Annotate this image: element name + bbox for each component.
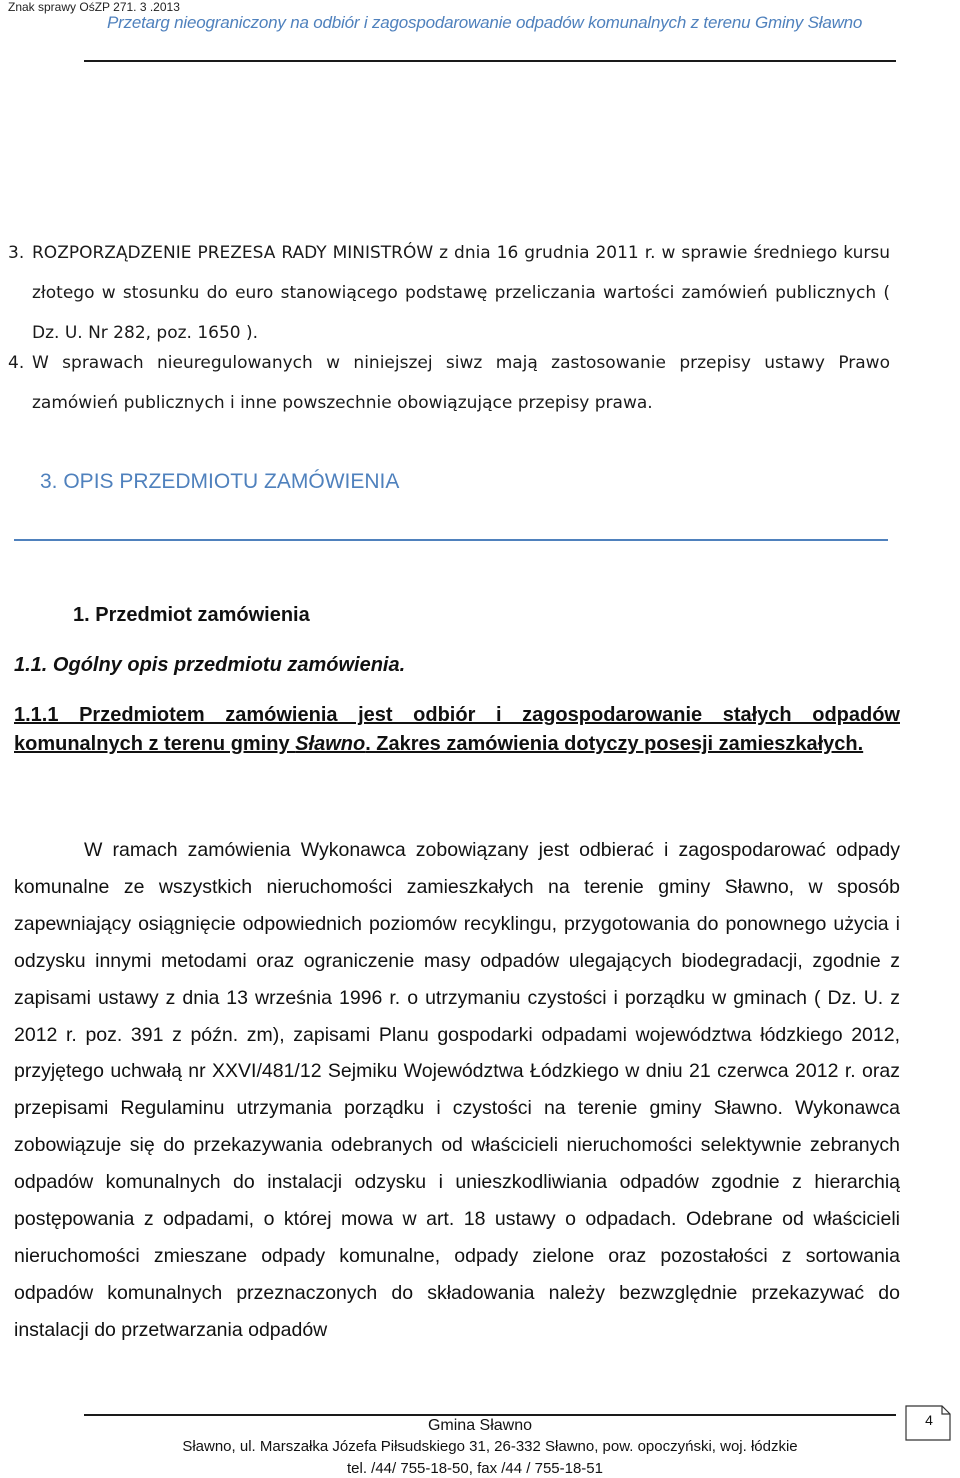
subsection-heading-1-1: 1.1. Ogólny opis przedmiotu zamówienia.: [14, 654, 406, 676]
subsection-text: 1.1.1 Przedmiotem zamówienia jest odbiór i zagospodarowanie stałych odpadów komunalnych z terenu gminy: [14, 704, 900, 755]
page-number-box: [904, 1400, 954, 1442]
footer-divider: [84, 1414, 896, 1416]
body-text: W ramach zamówienia Wykonawca zobowiązany jest odbierać i zagospodarować odpady komunalne ze wszystkich nieruchomości zamieszkałych na terenie gminy Sławno, w sposób zapewniający osiągnięcie odpowiednich poziomów recyklingu, przygotowania do ponownego użycia i odzysku innymi metodami oraz ograniczenie masy odpadów ulegających biodegradacji, zgodnie z zapisami ustawy z dnia 13 września 1996 r. o utrzymaniu czystości i porządku w gminach ( Dz. U. z 2012 r. poz. 391 z późn. zm), zapisami Planu gospodarki odpadami województwa łódzkiego 2012, przyjętego uchwałą nr XXVI/481/12 Sejmiku Województwa Łódzkiego w dniu 21 czerwca 2012 r. oraz przepisami Regulaminu utrzymania porządku i czystości na terenie gminy Sławno. Wykonawca zobowiązuje się do przekazywania odebranych od właścicieli nieruchomości selektywnie zebranych odpadów komunalnych do instalacji odzysku i unieszkodliwiania odpadów zgodnie z hierarchią postępowania z odpadami, o której mowa w art. 18 ustawy o odpadach. Odebrane od właścicieli nieruchomości zmieszane odpady komunalne, odpady zielone oraz pozostałości z sortowania odpadów komunalnych przeznaczonych do składowania należy bezwzględnie przekazywać do instalacji do przetwarzania odpadów: [14, 839, 900, 1341]
legal-item-number: 3.: [8, 243, 25, 263]
legal-item-text: ROZPORZĄDZENIE PREZESA RADY MINISTRÓW z dnia 16 grudnia 2011 r. w sprawie średniego kursu złotego w stosunku do euro stanowiącego podstawę przeliczania wartości zamówień publicznych ( Dz. U. Nr 282, poz. 1650 ).: [32, 243, 890, 343]
footer-contact: tel. /44/ 755-18-50, fax /44 / 755-18-51: [346, 1460, 603, 1477]
subsection-place: Sławno: [295, 733, 366, 755]
legal-item-3: [8, 233, 890, 353]
legal-item-4: [8, 343, 890, 423]
header-title: Przetarg nieograniczony na odbiór i zagospodarowanie odpadów komunalnych z terenu Gminy Sławno: [107, 13, 863, 32]
subsection-text-end: . Zakres zamówienia dotyczy posesji zamieszkałych.: [365, 733, 864, 755]
subsection-1-1-1: [14, 701, 900, 759]
body-paragraph: [14, 832, 900, 1349]
case-reference: Znak sprawy OśZP 271. 3 .2013: [8, 0, 180, 14]
section-divider: [14, 539, 888, 541]
legal-item-number: 4.: [8, 353, 25, 373]
header-divider: [84, 60, 896, 62]
footer-org: Gmina Sławno: [427, 1417, 533, 1434]
page-number: 4: [925, 1412, 933, 1428]
section-title: 3. OPIS PRZEDMIOTU ZAMÓWIENIA: [40, 470, 400, 493]
subsection-heading: 1. Przedmiot zamówienia: [73, 604, 310, 626]
footer-address: Sławno, ul. Marszałka Józefa Piłsudskiego 31, 26-332 Sławno, pow. opoczyński, woj. łódzkie: [182, 1438, 798, 1455]
legal-item-text: W sprawach nieuregulowanych w niniejszej siwz mają zastosowanie przepisy ustawy Prawo zamówień publicznych i inne powszechnie obowiązujące przepisy prawa.: [32, 353, 890, 413]
